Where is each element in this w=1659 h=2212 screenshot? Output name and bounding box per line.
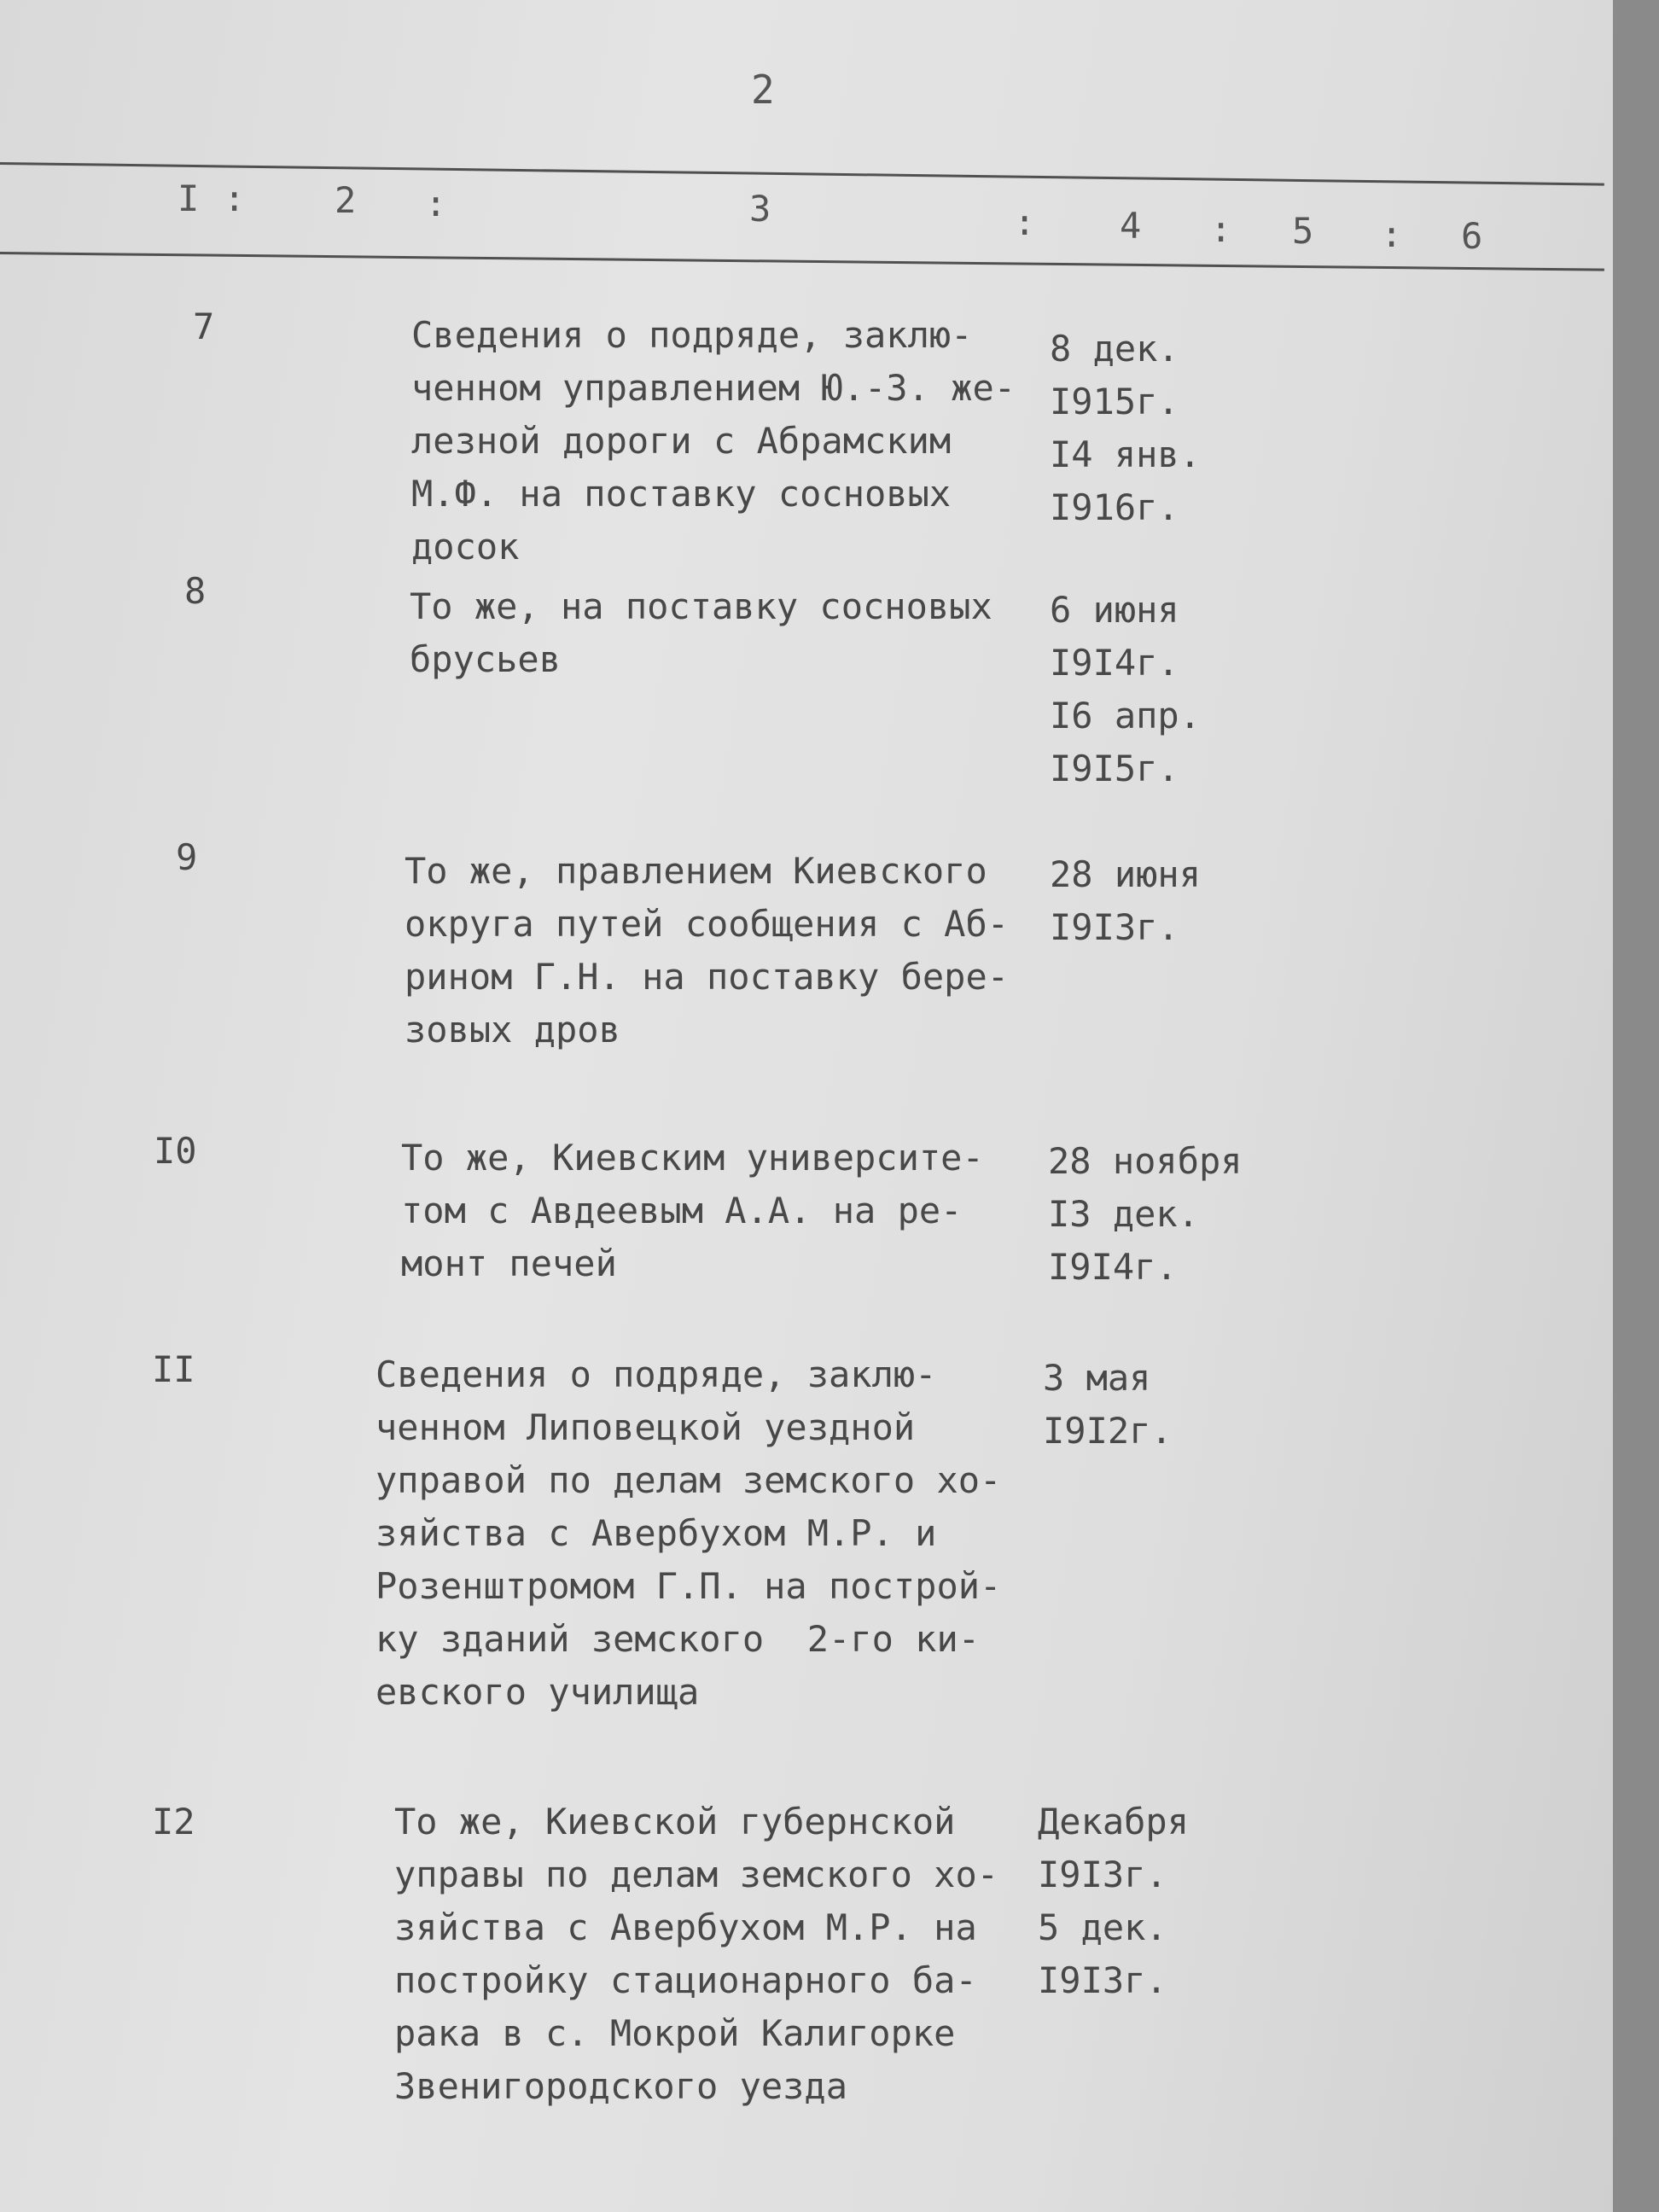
date-line: I916г. — [1050, 486, 1179, 528]
page-number: 2 — [751, 67, 775, 113]
description-line: зяйства с Авербухом М.Р. и — [375, 1512, 937, 1554]
row-dates — [1048, 1135, 1243, 1294]
row-dates — [1050, 848, 1201, 954]
description-line: постройку стационарного ба- — [394, 1959, 977, 2001]
description-line: ченном Липовецкой уездной — [375, 1406, 916, 1448]
description-line: округа путей сообщения с Аб- — [405, 903, 1010, 945]
row-dates — [1050, 323, 1201, 534]
date-line: 3 мая — [1043, 1357, 1151, 1399]
date-line: I9I4г. — [1048, 1246, 1178, 1288]
row-number: I0 — [154, 1130, 197, 1172]
description-line: евского училища — [375, 1671, 700, 1713]
date-line: I3 дек. — [1048, 1193, 1200, 1235]
description-line: То же, правлением Киевского — [405, 850, 987, 892]
description-line: рака в с. Мокрой Калигорке — [394, 2012, 956, 2054]
row-description — [375, 1348, 1001, 1719]
date-line: Декабря — [1038, 1801, 1190, 1842]
date-line: I4 янв. — [1050, 434, 1202, 475]
date-line: I915г. — [1050, 381, 1179, 422]
row-description — [411, 309, 1016, 573]
header-col-2: 2 — [335, 179, 357, 221]
description-line: М.Ф. на поставку сосновых — [411, 473, 952, 515]
header-sep: : — [425, 183, 447, 224]
description-line: том с Авдеевым А.А. на ре- — [401, 1190, 963, 1231]
row-number: II — [152, 1348, 195, 1390]
description-line: лезной дороги с Абрамским — [411, 420, 952, 462]
description-line: Звенигородского уезда — [394, 2065, 848, 2107]
row-description — [405, 845, 1009, 1057]
date-line: 6 июня — [1050, 589, 1179, 631]
row-number: 9 — [176, 836, 198, 878]
row-dates — [1050, 584, 1201, 795]
header-col-6: 6 — [1461, 215, 1483, 257]
date-line: I9I5г. — [1050, 748, 1179, 789]
description-line: брусьев — [410, 638, 562, 680]
description-line: зяйства с Авербухом М.Р. на — [394, 1906, 977, 1948]
date-line: I9I3г. — [1038, 1959, 1167, 2001]
date-line: I6 апр. — [1050, 695, 1202, 736]
description-line: зовых дров — [405, 1009, 620, 1051]
description-line: То же, Киевским университе- — [401, 1137, 984, 1179]
description-line: монт печей — [401, 1243, 617, 1284]
date-line: I9I4г. — [1050, 642, 1179, 684]
date-line: 28 июня — [1050, 853, 1202, 895]
description-line: То же, Киевской губернской — [394, 1801, 956, 1842]
date-line: 28 ноября — [1048, 1140, 1243, 1182]
date-line: I9I3г. — [1038, 1854, 1167, 1895]
header-sep: : — [1210, 208, 1232, 250]
description-line: ченном управлением Ю.-З. же- — [411, 367, 1016, 409]
row-description — [394, 1796, 998, 2113]
description-line: Розенштромом Г.П. на построй- — [375, 1565, 1002, 1607]
row-dates — [1038, 1796, 1189, 2007]
row-description — [410, 580, 992, 686]
description-line: Сведения о подряде, заклю- — [375, 1353, 937, 1395]
date-line: I9I2г. — [1043, 1410, 1173, 1452]
description-line: рином Г.Н. на поставку бере- — [405, 956, 1010, 998]
row-number: I2 — [152, 1801, 195, 1842]
header-col-3: 3 — [749, 188, 771, 230]
description-line: ку зданий земского 2-го ки- — [375, 1618, 981, 1660]
row-description — [401, 1132, 984, 1290]
header-col-5: 5 — [1292, 210, 1314, 252]
row-number: 7 — [193, 306, 215, 347]
date-line: 5 дек. — [1038, 1906, 1167, 1948]
header-sep: : — [1014, 201, 1036, 243]
table-rule-bottom — [0, 252, 1604, 271]
description-line: досок — [411, 526, 520, 568]
description-line: управы по делам земского хо- — [394, 1854, 999, 1895]
description-line: Сведения о подряде, заклю- — [411, 314, 973, 356]
header-col-1: I — [178, 178, 200, 219]
header-sep: : — [224, 178, 246, 219]
date-line: I9I3г. — [1050, 906, 1179, 948]
header-sep: : — [1381, 213, 1403, 255]
header-col-4: 4 — [1120, 205, 1142, 247]
row-dates — [1043, 1352, 1173, 1458]
description-line: То же, на поставку сосновых — [410, 585, 992, 627]
date-line: 8 дек. — [1050, 328, 1179, 370]
description-line: управой по делам земского хо- — [375, 1459, 1002, 1501]
row-number: 8 — [184, 570, 207, 612]
